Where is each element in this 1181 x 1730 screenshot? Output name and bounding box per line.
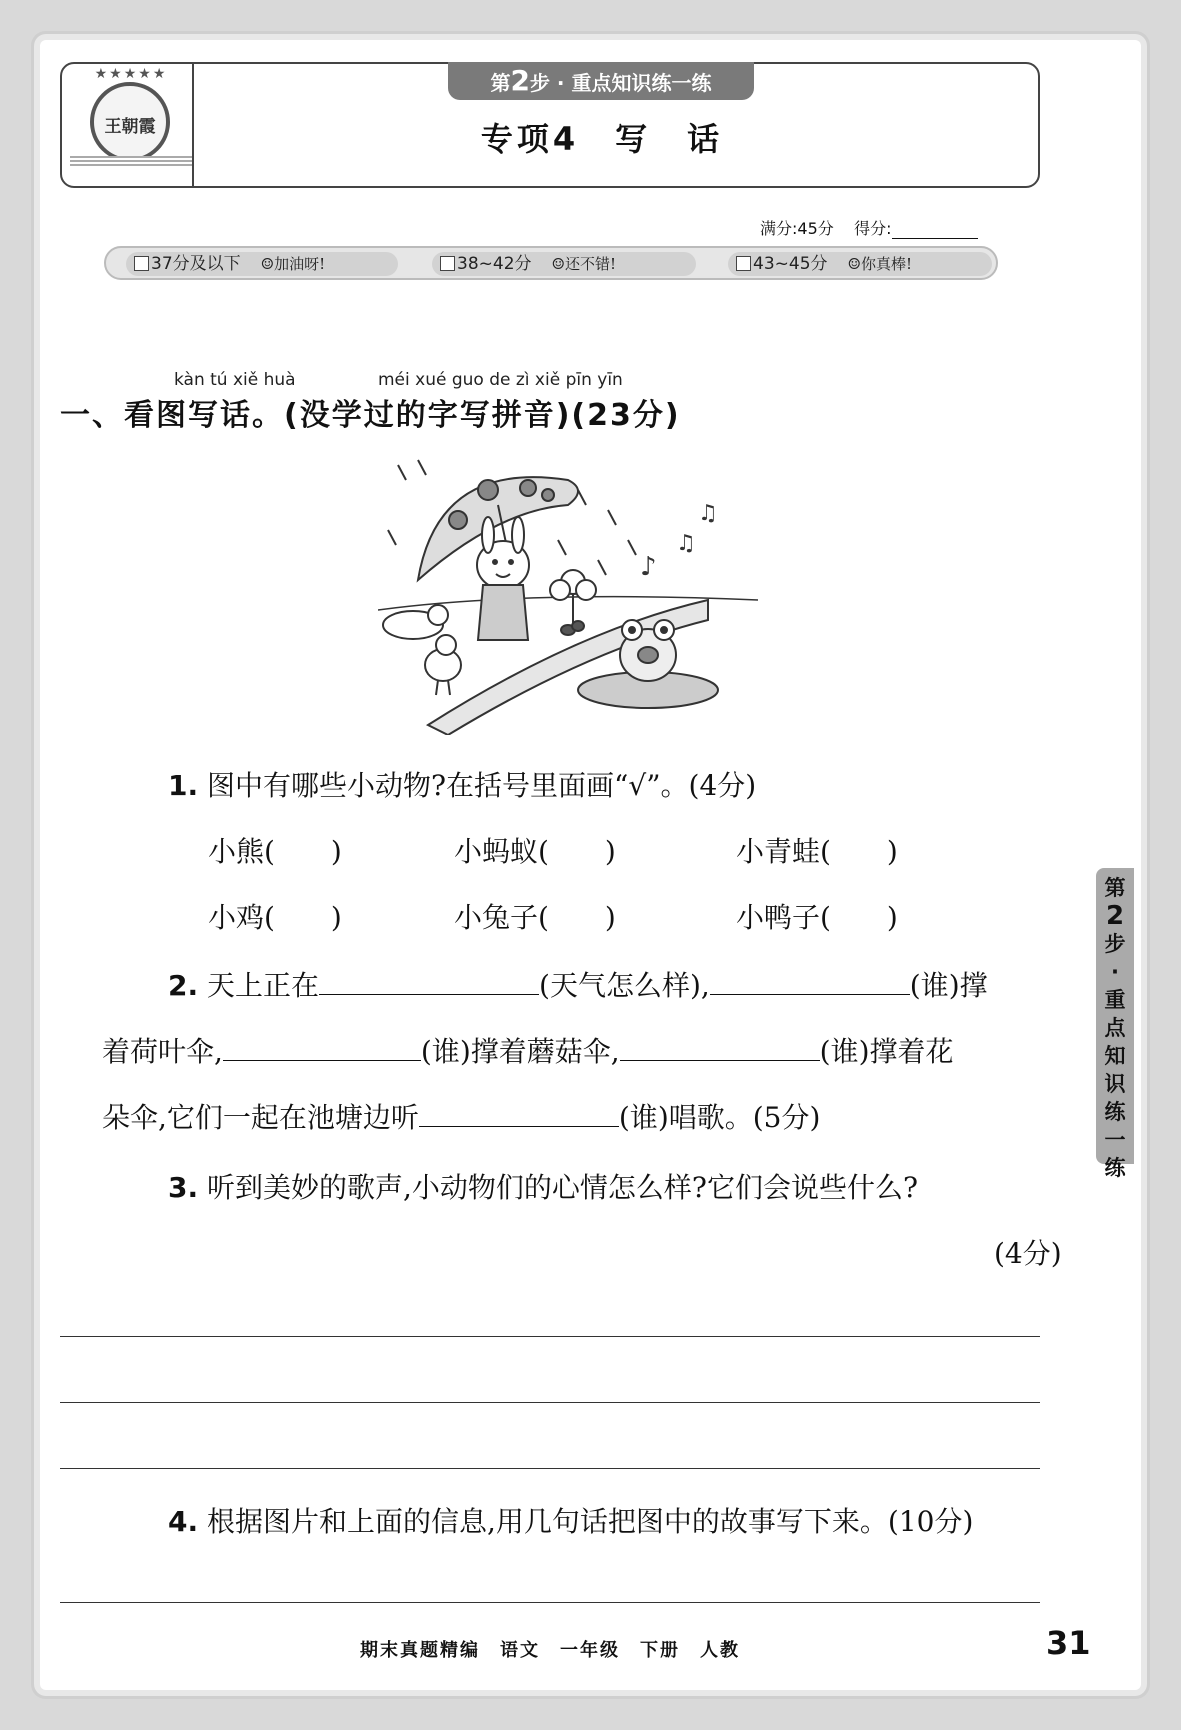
question-number: 2. (168, 969, 199, 1002)
sidetab-char: 练 (1104, 1156, 1126, 1180)
section-heading: 一、看图写话。(没学过的字写拼音)(23分) (60, 398, 681, 433)
sidetab-char: 一 (1104, 1128, 1126, 1152)
sidetab-char: · (1111, 960, 1119, 984)
question-1 (168, 764, 756, 804)
rating-option-low[interactable] (126, 252, 398, 276)
q2-text: (谁)唱歌。(5分) (618, 1101, 821, 1134)
option-rabbit[interactable]: 小兔子( ) (454, 901, 616, 934)
step-tab (448, 62, 754, 100)
option-ant[interactable]: 小蚂蚁( ) (454, 835, 616, 868)
step-prefix: 第 (490, 71, 511, 95)
rating-note: 还不错! (564, 255, 616, 273)
option-duck[interactable]: 小鸭子( ) (736, 901, 898, 934)
weather-blank[interactable] (319, 967, 539, 995)
sidetab-char: 练 (1104, 1100, 1126, 1124)
answer-line[interactable] (60, 1468, 1040, 1469)
question-4 (168, 1500, 973, 1540)
who-blank-3[interactable] (620, 1033, 820, 1061)
sidetab-char: 识 (1104, 1072, 1126, 1096)
footer-text: 期末真题精编 语文 一年级 下册 人教 (360, 1640, 740, 1661)
page-title: 专项4 写 话 (480, 120, 724, 158)
who-blank-2[interactable] (223, 1033, 421, 1061)
got-score-label: 得分: (854, 219, 892, 238)
q2-text: 天上正在 (207, 969, 320, 1002)
q3-score: (4分) (994, 1237, 1062, 1270)
q2-text: 着荷叶伞, (102, 1035, 223, 1068)
svg-text:♫: ♫ (676, 531, 696, 556)
rating-note: 你真棒! (860, 255, 912, 273)
q2-text: 朵伞,它们一起在池塘边听 (102, 1101, 419, 1134)
story-illustration (378, 450, 778, 735)
option-bear[interactable]: 小熊( ) (208, 835, 342, 868)
answer-line[interactable] (60, 1402, 1040, 1403)
q2-text: (谁)撑 (909, 969, 988, 1002)
question-number: 3. (168, 1171, 199, 1204)
logo-band (70, 156, 192, 166)
smiley-icon: ☺ (260, 255, 275, 273)
question-3 (168, 1166, 918, 1206)
rating-checkbox[interactable] (736, 256, 751, 271)
side-step-tab (1096, 868, 1134, 1180)
logo-text: 王朝霞 (104, 117, 156, 137)
svg-text:♪: ♪ (640, 552, 657, 582)
pinyin-kan-tu-xie-hua: kàn tú xiě huà (174, 370, 296, 390)
rating-range: 38~42分 (457, 254, 532, 274)
rating-note: 加油呀! (274, 255, 326, 273)
option-frog[interactable]: 小青蛙( ) (736, 835, 898, 868)
who-blank-4[interactable] (419, 1099, 619, 1127)
page-number: 31 (1046, 1624, 1091, 1662)
logo-stars-icon: ★★★★★ (94, 66, 168, 82)
rating-range: 43~45分 (753, 254, 828, 274)
rating-range: 37分及以下 (151, 254, 241, 274)
step-number: 2 (510, 64, 530, 97)
svg-text:♫: ♫ (698, 501, 718, 526)
rating-checkbox[interactable] (134, 256, 149, 271)
q2-text: (谁)撑着花 (819, 1035, 954, 1068)
question-2-line-3 (102, 1096, 820, 1136)
question-2-line-1 (168, 964, 988, 1004)
q2-text: (天气怎么样), (539, 969, 710, 1002)
sidetab-char: 第 (1104, 876, 1126, 900)
q2-text: (谁)撑着蘑菇伞, (420, 1035, 620, 1068)
pinyin-mei-xue-guo: méi xué guo de zì xiě pīn yīn (378, 370, 623, 390)
question-number: 4. (168, 1505, 199, 1538)
publisher-logo (62, 64, 194, 186)
footer-rule (60, 1602, 1040, 1603)
sidetab-char: 步 (1104, 932, 1126, 956)
sidetab-char: 重 (1104, 988, 1126, 1012)
rating-bar (104, 246, 998, 280)
question-number: 1. (168, 769, 199, 802)
full-score-label: 满分:45分 (760, 219, 834, 238)
option-chick[interactable]: 小鸡( ) (208, 901, 342, 934)
question-text: 听到美妙的歌声,小动物们的心情怎么样?它们会说些什么? (207, 1171, 918, 1204)
question-text: 根据图片和上面的信息,用几句话把图中的故事写下来。(10分) (207, 1505, 974, 1538)
sidetab-char: 知 (1104, 1044, 1126, 1068)
answer-line[interactable] (60, 1336, 1040, 1337)
who-blank-1[interactable] (710, 967, 910, 995)
rating-option-high[interactable] (728, 252, 992, 276)
sidetab-char: 点 (1104, 1016, 1126, 1040)
rating-option-mid[interactable] (432, 252, 696, 276)
rating-checkbox[interactable] (440, 256, 455, 271)
header-box (60, 62, 1040, 188)
question-text: 图中有哪些小动物?在括号里面画“√”。(4分) (207, 769, 757, 802)
score-input[interactable] (892, 223, 978, 239)
smiley-icon: ☺ (551, 255, 565, 273)
sidetab-char: 2 (1105, 901, 1125, 931)
score-line (760, 216, 978, 239)
question-2-line-2 (102, 1030, 954, 1070)
step-suffix: 步 · 重点知识练一练 (529, 71, 712, 95)
smiley-icon: ☺ (847, 255, 861, 273)
